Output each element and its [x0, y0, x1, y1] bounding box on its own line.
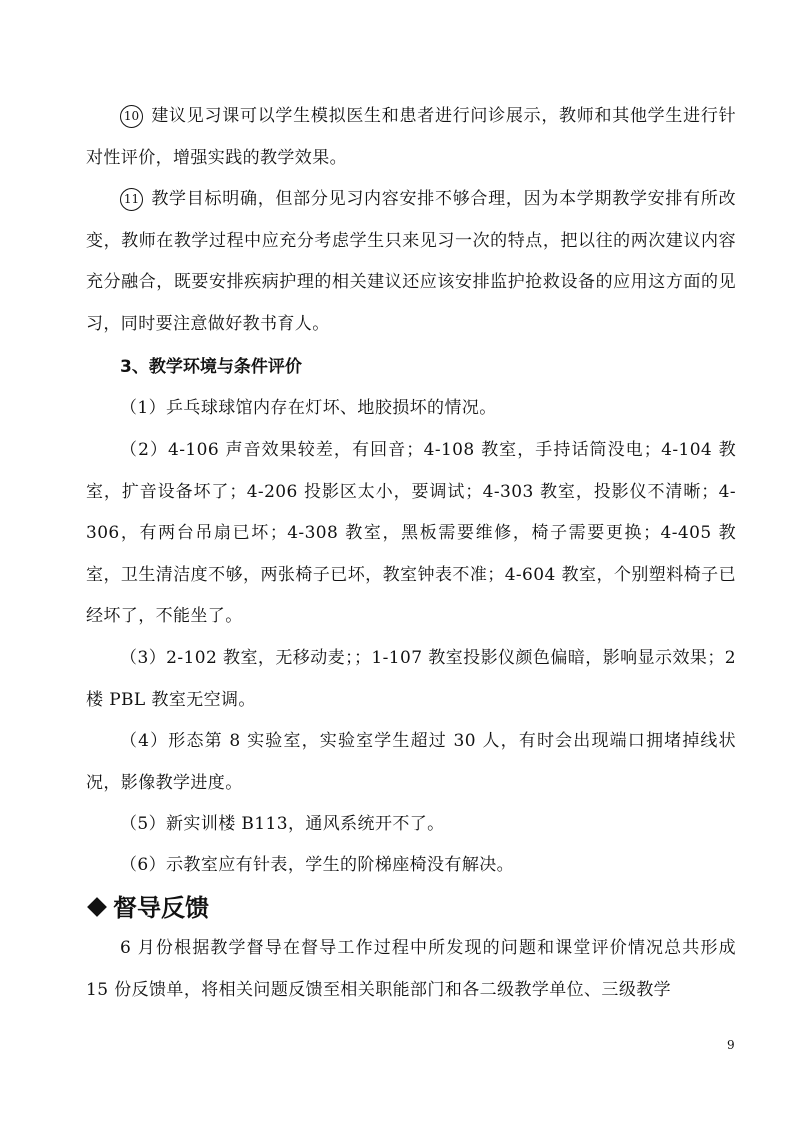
item-11 [86, 179, 736, 345]
circled-number-11: 11 [120, 188, 143, 211]
page-number: 9 [727, 1038, 735, 1052]
circled-number-10: 10 [120, 105, 143, 128]
env-item-1: （1）乒乓球球馆内存在灯坏、地胶损坏的情况。 [120, 398, 497, 418]
diamond-bullet-icon [87, 897, 107, 917]
item-10 [86, 96, 736, 179]
env-item-6: （6）示教室应有针表，学生的阶梯座椅没有解决。 [120, 855, 515, 875]
feedback-paragraph: 6 月份根据教学督导在督导工作过程中所发现的问题和课堂评价情况总共形成 15 份反馈单，将相关问题反馈至相关职能部门和各二级教学单位、三级教学 [86, 938, 736, 1000]
env-item-4: （4）形态第 8 实验室，实验室学生超过 30 人，有时会出现端口拥堵掉线状况，影像教学进度。 [86, 731, 736, 793]
section-heading-environment: 3、教学环境与条件评价 [120, 357, 302, 377]
item-10-text: 建议见习课可以学生模拟医生和患者进行问诊展示，教师和其他学生进行针对性评价，增强实践的教学效果。 [86, 106, 736, 168]
env-item-5: （5）新实训楼 B113，通风系统开不了。 [120, 814, 445, 834]
env-item-3: （3）2-102 教室，无移动麦；；1-107 教室投影仪颜色偏暗，影响显示效果；2 楼 PBL 教室无空调。 [86, 648, 736, 710]
item-11-text: 教学目标明确，但部分见习内容安排不够合理，因为本学期教学安排有所改变，教师在教学过程中应充分考虑学生只来见习一次的特点，把以往的两次建议内容充分融合，既要安排疾病护理的相关建议还应该安排监护抢救设备的应用这方面的见习，同时要注意做好教书育人。 [86, 189, 736, 334]
section-heading-feedback [86, 888, 209, 928]
env-item-2: （2）4-106 声音效果较差，有回音；4-108 教室，手持话筒没电；4-104 教室，扩音设备坏了；4-206 投影区太小，要调试；4-303 教室，投影仪不清晰；4-306，有两台吊扇已坏；4-308 教室，黑板需要维修，椅子需要更换；4-405 教室，卫生清洁度不够，两张椅子已坏，教室钟表不准；4-604 教室，个别塑料椅子已经坏了，不能坐了。 [86, 440, 736, 626]
feedback-heading-text: 督导反馈 [113, 894, 209, 922]
